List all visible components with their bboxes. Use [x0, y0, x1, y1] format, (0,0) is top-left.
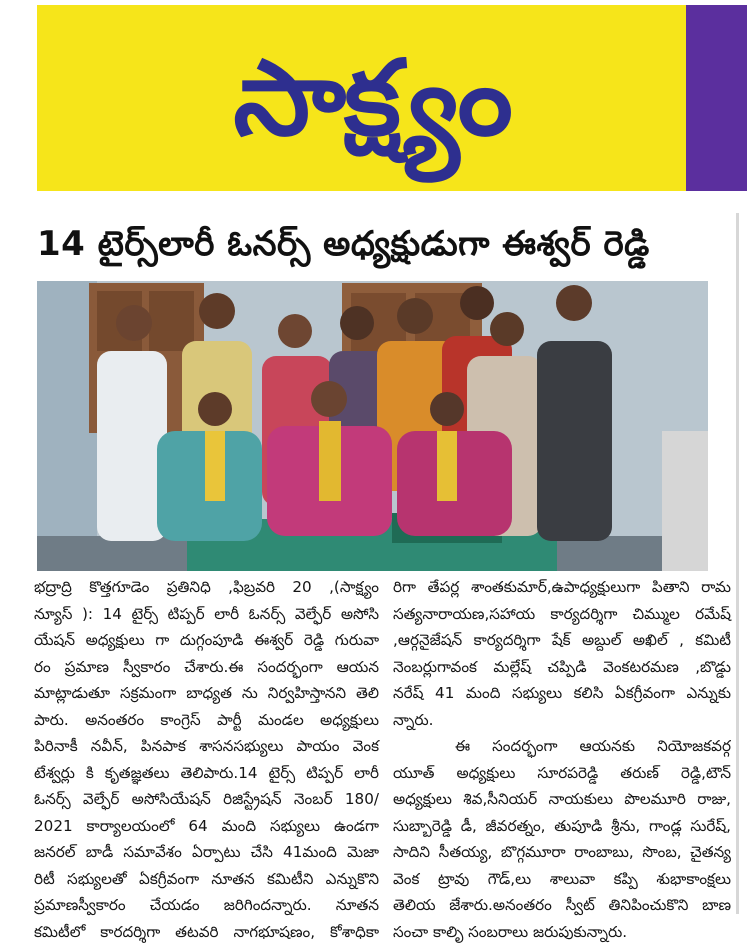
article-line: సంచా కాలిృ సంబరాలు జరుపుకున్నారు.	[393, 919, 731, 945]
article-line: ప్రమాణస్వీకారం చేయడం జరిగిందన్నారు. నూతన	[34, 892, 379, 919]
article-line: రిగా తేపర్ల శాంతకుమార్,ఉపాధ్యక్షులుగా పితాని రామ	[393, 574, 731, 601]
article-line: 2021 కార్యాలయంలో 64 మంది సభ్యులు ఉండగా	[34, 813, 379, 840]
article-headline: 14 టైర్స్‌లారీ ఓనర్స్ అధ్యక్షుడుగా ఈశ్వర్ రెడ్డి	[37, 222, 709, 274]
article-line: న్యూస్ ): 14 టైర్స్ టిప్పర్ లారీ ఓనర్స్ వెల్ఫేర్ అసోసి	[34, 601, 379, 628]
article-line: వెంక ట్రావు గౌడ్,లు శాలువా కప్పి శుభాకాంక్షలు	[393, 866, 731, 893]
article-line: నరేష్ 41 మంది సభ్యులు కలిసి ఏకగ్రీవంగా ఎన్నుకు	[393, 680, 731, 707]
article-line: రం ప్రమాణ స్వీకారం చేశారు.ఈ సందర్భంగా ఆయన	[34, 654, 379, 681]
article-line: ,ఆర్గనైజేషన్ కార్యదర్శిగా షేక్ అబ్దుల్ అఖిల్ , కమిటీ	[393, 627, 731, 654]
article-line: కమిటీలో కారదర్శిగా తటవరి నాగభూషణం, కోశాధికా	[34, 919, 379, 945]
article-line: పిరినాకీ నవీన్, పినపాక శాసనసభ్యులు పాయం వెంక	[34, 733, 379, 760]
article-line: అధ్యక్షులు శివ,సీనియర్ నాయకులు పొలమూరి రాజు,	[393, 786, 731, 813]
article-line: టేశ్వర్లు కి కృతజ్ఞతలు తెలిపారు.14 టైర్స్ టిప్పర్ లారీ	[34, 760, 379, 787]
article-line: సత్యనారాయణ,సహాయ కార్యదర్శిగా చిమ్ముల రమేష్	[393, 601, 731, 628]
article-line: సాదిని సీతయ్య, బొగ్గమూరా రాంబాబు, సొంబ, చైతన్య	[393, 839, 731, 866]
article-line: ఈ సందర్భంగా ఆయనకు నియోజకవర్గ	[393, 733, 731, 760]
article-line: పారు. అనంతరం కాంగ్రెస్ పార్టీ మండల అధ్యక్షులు	[34, 707, 379, 734]
article-line: నెంబర్లుగావంక మల్లేష్ చప్పిడి వెంకటరమణ ,బొడ్డు	[393, 654, 731, 681]
article-line: యూత్ అధ్యక్షులు సూరపరెడ్డి తరుణ్ రెడ్డి,టౌన్	[393, 760, 731, 787]
article-column-left	[34, 574, 379, 914]
column-divider	[736, 213, 739, 914]
masthead-title: సాక్ష్యం	[234, 46, 511, 150]
article-line: జనరల్ బాడీ సమావేశం ఏర్పాటు చేసి 41మంది మెజా	[34, 839, 379, 866]
group-photo-image	[37, 281, 708, 571]
article-line: రిటీ సభ్యులతో ఏకగ్రీవంగా నూతన కమిటీని ఎన్నుకొని	[34, 866, 379, 893]
masthead	[37, 5, 708, 191]
masthead-accent-strip	[686, 5, 747, 191]
article-column-right	[393, 574, 731, 914]
article-line: ఓనర్స్ వెల్ఫేర్ అసోసియేషన్ రిజిస్ట్రేషన్ నెంబర్ 180/	[34, 786, 379, 813]
article-photo	[37, 281, 708, 571]
article-line: మాట్లాడుతూ సక్రమంగా బాధ్యత ను నిర్వహిస్తానని తెలి	[34, 680, 379, 707]
article-line: సుబ్బారెడ్డి డీ, జీవరత్నం, తుపూడి శ్రీను, గాండ్ల సురేష్,	[393, 813, 731, 840]
article-line: యేషన్ అధ్యక్షులు గా దుగ్గంపూడి ఈశ్వర్ రెడ్డి గురువా	[34, 627, 379, 654]
article-line: భద్రాద్రి కొత్తగూడెం ప్రతినిధి ,ఫిబ్రవరి 20 ,(సాక్ష్యం	[34, 574, 379, 601]
article-line: న్నారు.	[393, 707, 731, 734]
article-line: తెలియ జేశారు.అనంతరం స్వీట్ తినిపించుకొని బాణ	[393, 892, 731, 919]
